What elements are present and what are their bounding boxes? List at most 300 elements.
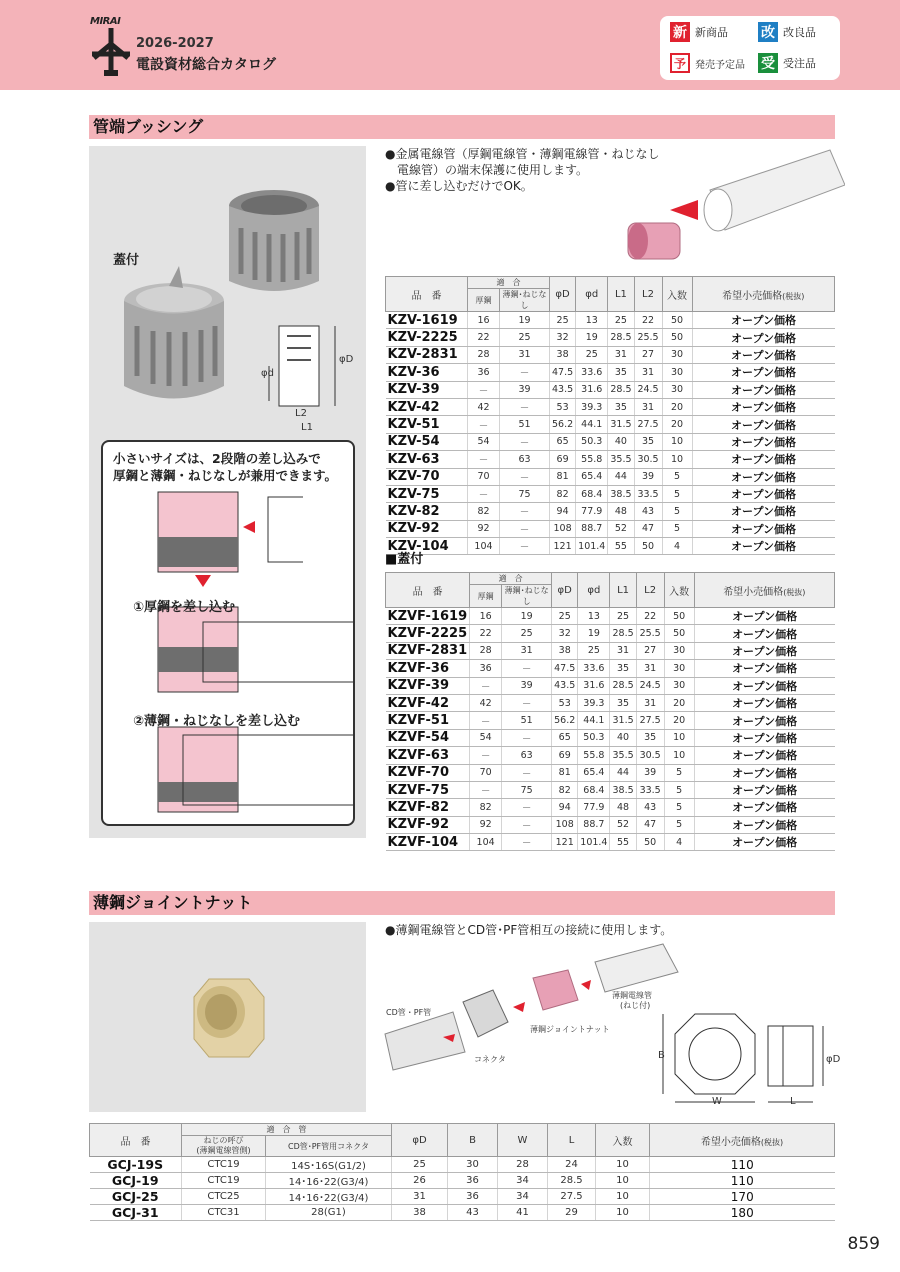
cell-qty: 20 [662, 416, 692, 433]
cell-thin: 25 [500, 329, 550, 346]
gcj-col-thread-label: ねじの呼び [203, 1136, 244, 1145]
lid-col-phiD: φD [552, 573, 578, 608]
cell-L2: 22 [636, 608, 664, 625]
cell-thick: 92 [470, 816, 502, 833]
catalog-title: 電設資材総合カタログ [136, 57, 276, 73]
cell-L2: 47 [634, 520, 662, 537]
cell-d: 33.6 [578, 660, 610, 677]
cell-code: KZV-2831 [386, 346, 468, 363]
joint-connection-diagram [383, 942, 843, 1112]
cell-d: 55.8 [576, 451, 608, 468]
cell-L2: 33.5 [634, 485, 662, 502]
gcj-col-connector: CD管･PF管用コネクタ [266, 1136, 392, 1157]
cell-L1: 44 [610, 764, 636, 781]
cell-D: 26 [392, 1173, 448, 1189]
cell-D: 94 [552, 799, 578, 816]
cell-d: 19 [578, 625, 610, 642]
cell-L: 27.5 [548, 1189, 596, 1205]
cell-L2: 27 [634, 346, 662, 363]
gcj-col-qty: 入数 [596, 1124, 650, 1157]
table-row [386, 312, 835, 329]
cell-price: オープン価格 [694, 729, 834, 746]
table-row [386, 329, 835, 346]
cell-d: 13 [578, 608, 610, 625]
bushing-product-illustration [109, 166, 359, 426]
cell-connector: 14･16･22(G3/4) [266, 1189, 392, 1205]
dim-W-label: W [712, 1096, 722, 1107]
cell-D: 65 [552, 729, 578, 746]
cell-price: オープン価格 [694, 694, 834, 711]
lid-label: 蓋付 [113, 253, 140, 268]
cell-D: 38 [550, 346, 576, 363]
table-row [386, 433, 835, 450]
cell-D: 25 [392, 1157, 448, 1173]
cell-code: KZVF-2225 [386, 625, 470, 642]
legend-order-label: 受注品 [783, 57, 816, 70]
cell-code: KZVF-75 [386, 781, 470, 798]
catalog-year: 2026-2027 [136, 36, 214, 51]
bushing-description [385, 146, 659, 194]
cell-D: 121 [552, 834, 578, 851]
cell-d: 50.3 [578, 729, 610, 746]
cell-D: 81 [552, 764, 578, 781]
product-legend [660, 16, 840, 80]
cell-thick: － [468, 451, 500, 468]
cell-L2: 35 [634, 433, 662, 450]
table-row [386, 608, 835, 625]
cell-thread: CTC19 [182, 1173, 266, 1189]
cell-code: KZVF-2831 [386, 642, 470, 659]
cell-thick: 22 [470, 625, 502, 642]
cell-D: 94 [550, 503, 576, 520]
cell-D: 56.2 [550, 416, 576, 433]
joint-nut-spec-table [89, 1123, 835, 1221]
cell-L1: 35 [610, 694, 636, 711]
cell-L1: 48 [610, 799, 636, 816]
gcj-col-price-label: 希望小売価格 [700, 1136, 761, 1148]
cell-D: 108 [552, 816, 578, 833]
cell-price: オープン価格 [692, 538, 834, 555]
cell-thread: CTC19 [182, 1157, 266, 1173]
cell-thin: 39 [500, 381, 550, 398]
cell-qty: 30 [664, 642, 694, 659]
cell-d: 65.4 [576, 468, 608, 485]
dim-phiD-label: φD [339, 354, 354, 365]
cell-thick: － [468, 416, 500, 433]
table-row [386, 468, 835, 485]
cell-thin: 51 [502, 712, 552, 729]
cell-D: 65 [550, 433, 576, 450]
cell-code: KZVF-54 [386, 729, 470, 746]
label-thin-pipe-note: (ねじ付) [620, 1001, 651, 1010]
cell-thin: 31 [502, 642, 552, 659]
cell-price: オープン価格 [694, 712, 834, 729]
cell-qty: 10 [662, 451, 692, 468]
cell-L1: 48 [608, 503, 634, 520]
cell-D: 81 [550, 468, 576, 485]
cell-thick: － [470, 747, 502, 764]
cell-L2: 30.5 [636, 747, 664, 764]
cell-qty: 10 [664, 747, 694, 764]
two-stage-insertion-callout [101, 440, 355, 826]
cell-d: 39.3 [576, 398, 608, 415]
cell-thin: － [502, 834, 552, 851]
cell-price: オープン価格 [692, 329, 834, 346]
cell-L1: 28.5 [608, 381, 634, 398]
cell-L2: 24.5 [636, 677, 664, 694]
pipe-insert-illustration [620, 145, 845, 270]
cell-thin: 19 [502, 608, 552, 625]
cell-L2: 47 [636, 816, 664, 833]
cell-L2: 31 [636, 660, 664, 677]
table-row [386, 485, 835, 502]
cell-L2: 50 [634, 538, 662, 555]
catalog-logo [86, 14, 306, 84]
cell-L1: 55 [610, 834, 636, 851]
cell-price: オープン価格 [692, 433, 834, 450]
cell-d: 68.4 [578, 781, 610, 798]
cell-price: オープン価格 [694, 660, 834, 677]
cell-L: 28.5 [548, 1173, 596, 1189]
cell-connector: 14･16･22(G3/4) [266, 1173, 392, 1189]
cell-code: GCJ-19 [90, 1173, 182, 1189]
cell-d: 25 [576, 346, 608, 363]
cell-d: 88.7 [576, 520, 608, 537]
cell-thin: － [502, 799, 552, 816]
cell-code: KZVF-82 [386, 799, 470, 816]
cell-code: KZVF-51 [386, 712, 470, 729]
cell-d: 101.4 [576, 538, 608, 555]
cell-D: 38 [392, 1205, 448, 1221]
cell-L2: 31 [634, 364, 662, 381]
cell-thin: － [502, 816, 552, 833]
cell-thin: 75 [502, 781, 552, 798]
cell-price: オープン価格 [692, 485, 834, 502]
lid-col-code: 品 番 [386, 573, 470, 608]
cell-qty: 20 [662, 398, 692, 415]
lid-bushing-spec-table [385, 572, 835, 851]
cell-qty: 10 [664, 729, 694, 746]
cell-price: 180 [650, 1205, 835, 1221]
gcj-col-fit: 適 合 管 [182, 1124, 392, 1136]
cell-D: 121 [550, 538, 576, 555]
label-thin-pipe: 薄鋼電線管 [612, 991, 652, 1000]
cell-price: オープン価格 [694, 747, 834, 764]
cell-thick: 16 [468, 312, 500, 329]
cell-thick: 104 [470, 834, 502, 851]
lid-col-phid: φd [578, 573, 610, 608]
cell-connector: 14S･16S(G1/2) [266, 1157, 392, 1173]
cell-qty: 5 [664, 816, 694, 833]
lid-col-L1: L1 [610, 573, 636, 608]
cell-qty: 5 [664, 781, 694, 798]
cell-thin: － [500, 364, 550, 381]
cell-qty: 50 [662, 312, 692, 329]
cell-L1: 35 [610, 660, 636, 677]
joint-nut-table-body [90, 1157, 835, 1221]
cell-L1: 38.5 [608, 485, 634, 502]
cell-D: 43.5 [552, 677, 578, 694]
cell-L2: 39 [634, 468, 662, 485]
planned-badge-icon: 予 [670, 53, 690, 73]
cell-L1: 44 [608, 468, 634, 485]
table-row [386, 816, 835, 833]
cell-code: GCJ-25 [90, 1189, 182, 1205]
lid-col-thick: 厚鋼 [470, 585, 502, 608]
table-row [90, 1157, 835, 1173]
joint-nut-description: ●薄鋼電線管とCD管･PF管相互の接続に使用します。 [385, 923, 673, 937]
cell-B: 36 [448, 1173, 498, 1189]
cell-price: オープン価格 [694, 799, 834, 816]
legend-planned-label: 発売予定品 [695, 59, 745, 71]
cell-qty: 30 [662, 381, 692, 398]
cell-qty: 30 [662, 364, 692, 381]
cell-L2: 33.5 [636, 781, 664, 798]
cell-thick: 82 [470, 799, 502, 816]
cell-code: KZV-63 [386, 451, 468, 468]
gcj-col-L: L [548, 1124, 596, 1157]
cell-connector: 28(G1) [266, 1205, 392, 1221]
cell-thin: － [500, 538, 550, 555]
table-row [386, 747, 835, 764]
cell-qty: 10 [662, 433, 692, 450]
cell-L2: 24.5 [634, 381, 662, 398]
cell-qty: 30 [664, 677, 694, 694]
cell-thin: － [500, 433, 550, 450]
table-row [90, 1189, 835, 1205]
cell-qty: 30 [662, 346, 692, 363]
cell-d: 13 [576, 312, 608, 329]
joint-nut-image-panel [89, 922, 366, 1112]
cell-qty: 5 [662, 520, 692, 537]
lid-col-price-label: 希望小売価格 [723, 586, 784, 598]
dim-L-label: L [790, 1096, 796, 1107]
cell-D: 47.5 [552, 660, 578, 677]
cell-d: 101.4 [578, 834, 610, 851]
cell-thin: － [500, 503, 550, 520]
cell-D: 56.2 [552, 712, 578, 729]
cell-L2: 39 [636, 764, 664, 781]
cell-L1: 52 [608, 520, 634, 537]
step-1-label: ①厚鋼を差し込む [133, 600, 236, 615]
cell-d: 68.4 [576, 485, 608, 502]
cell-thick: 104 [468, 538, 500, 555]
cell-thin: 75 [500, 485, 550, 502]
cell-thin: 63 [500, 451, 550, 468]
cell-d: 77.9 [578, 799, 610, 816]
cell-L1: 52 [610, 816, 636, 833]
cell-W: 28 [498, 1157, 548, 1173]
cell-thread: CTC25 [182, 1189, 266, 1205]
cell-D: 25 [550, 312, 576, 329]
cell-price: オープン価格 [694, 608, 834, 625]
col-qty: 入数 [662, 277, 692, 312]
col-price-label: 希望小売価格 [722, 290, 783, 302]
cell-thick: 36 [470, 660, 502, 677]
cell-code: KZV-39 [386, 381, 468, 398]
gcj-col-W: W [498, 1124, 548, 1157]
lid-col-L2: L2 [636, 573, 664, 608]
cell-price: オープン価格 [692, 381, 834, 398]
col-L1: L1 [608, 277, 634, 312]
cell-code: GCJ-19S [90, 1157, 182, 1173]
dim-L2-label: L2 [295, 408, 307, 419]
cell-D: 31 [392, 1189, 448, 1205]
gcj-col-phiD: φD [392, 1124, 448, 1157]
desc-line-1: ●金属電線管（厚鋼電線管・薄鋼電線管・ねじなし [385, 147, 660, 161]
joint-nut-illustration [179, 967, 279, 1067]
cell-d: 55.8 [578, 747, 610, 764]
lid-table-body [386, 608, 835, 851]
cell-qty: 5 [662, 468, 692, 485]
cell-thick: 70 [470, 764, 502, 781]
cell-L1: 35.5 [610, 747, 636, 764]
cell-price: 110 [650, 1173, 835, 1189]
cell-thick: 28 [470, 642, 502, 659]
cell-price: オープン価格 [694, 834, 834, 851]
cell-W: 34 [498, 1189, 548, 1205]
cell-price: 110 [650, 1157, 835, 1173]
table-row [386, 712, 835, 729]
cell-code: KZV-104 [386, 538, 468, 555]
cell-L1: 25 [608, 312, 634, 329]
col-phiD: φD [550, 277, 576, 312]
cell-price: オープン価格 [692, 364, 834, 381]
col-L2: L2 [634, 277, 662, 312]
cell-qty: 10 [596, 1205, 650, 1221]
cell-B: 30 [448, 1157, 498, 1173]
section-title-bushing: 管端ブッシング [89, 115, 835, 139]
dim-phid-label: φd [261, 368, 274, 379]
cell-L: 29 [548, 1205, 596, 1221]
brand-text: MIRAI [90, 16, 121, 27]
legend-improved-label: 改良品 [783, 26, 816, 39]
cell-L1: 31.5 [608, 416, 634, 433]
bushing-spec-table [385, 276, 835, 555]
cell-L2: 43 [634, 503, 662, 520]
cell-code: KZVF-42 [386, 694, 470, 711]
cell-code: KZV-2225 [386, 329, 468, 346]
cell-thick: 22 [468, 329, 500, 346]
cell-qty: 20 [664, 694, 694, 711]
cell-W: 34 [498, 1173, 548, 1189]
cell-thick: 16 [470, 608, 502, 625]
cell-code: KZV-51 [386, 416, 468, 433]
gcj-col-B: B [448, 1124, 498, 1157]
cell-L2: 27.5 [634, 416, 662, 433]
table-row [386, 416, 835, 433]
cell-qty: 5 [664, 799, 694, 816]
cell-D: 69 [550, 451, 576, 468]
cell-code: KZV-92 [386, 520, 468, 537]
cell-code: GCJ-31 [90, 1205, 182, 1221]
col-thin: 薄鋼･ねじなし [500, 289, 550, 312]
cell-price: オープン価格 [692, 520, 834, 537]
table-row [386, 677, 835, 694]
cell-thin: － [502, 764, 552, 781]
table-row [386, 781, 835, 798]
cell-thick: 92 [468, 520, 500, 537]
cell-thick: 42 [468, 398, 500, 415]
cell-D: 43.5 [550, 381, 576, 398]
cell-L1: 28.5 [610, 625, 636, 642]
cell-code: KZVF-70 [386, 764, 470, 781]
table-row [386, 381, 835, 398]
cell-D: 69 [552, 747, 578, 764]
cell-price: オープン価格 [692, 398, 834, 415]
cell-thin: 39 [502, 677, 552, 694]
cell-d: 77.9 [576, 503, 608, 520]
legend-new [670, 22, 728, 42]
desc-line-2: 電線管）の端末保護に使用します。 [397, 163, 589, 177]
cell-L2: 27 [636, 642, 664, 659]
new-badge-icon: 新 [670, 22, 690, 42]
cell-code: KZV-1619 [386, 312, 468, 329]
cell-d: 25 [578, 642, 610, 659]
dim-B-label: B [658, 1050, 665, 1061]
improved-badge-icon: 改 [758, 22, 778, 42]
table-row [386, 398, 835, 415]
cell-d: 31.6 [576, 381, 608, 398]
cell-price: オープン価格 [694, 781, 834, 798]
cell-L1: 35 [608, 398, 634, 415]
cell-L2: 25.5 [636, 625, 664, 642]
cell-L1: 40 [610, 729, 636, 746]
cell-qty: 10 [596, 1173, 650, 1189]
cell-L1: 31.5 [610, 712, 636, 729]
page-number: 859 [847, 1234, 880, 1254]
table-row [386, 694, 835, 711]
legend-new-label: 新商品 [695, 26, 728, 39]
callout-line-2: 厚鋼と薄鋼・ねじなしが兼用できます。 [113, 468, 338, 483]
table-row [386, 364, 835, 381]
col-thick: 厚鋼 [468, 289, 500, 312]
cell-price: オープン価格 [692, 312, 834, 329]
cell-L2: 25.5 [634, 329, 662, 346]
lid-col-price [694, 573, 834, 608]
legend-planned [670, 53, 745, 73]
cell-code: KZVF-92 [386, 816, 470, 833]
cell-code: KZV-75 [386, 485, 468, 502]
cell-thick: － [470, 712, 502, 729]
insertion-diagram [103, 487, 353, 827]
cell-L1: 35.5 [608, 451, 634, 468]
cell-price: オープン価格 [692, 416, 834, 433]
cell-L1: 25 [610, 608, 636, 625]
legend-order [758, 53, 816, 73]
cell-thick: － [468, 485, 500, 502]
cell-L1: 31 [608, 346, 634, 363]
section-title-joint-nut: 薄鋼ジョイントナット [89, 891, 835, 915]
desc-line-3: ●管に差し込むだけでOK。 [385, 179, 533, 193]
table-row [386, 660, 835, 677]
cell-price: オープン価格 [694, 642, 834, 659]
cell-d: 31.6 [578, 677, 610, 694]
cell-B: 36 [448, 1189, 498, 1205]
table-row [90, 1173, 835, 1189]
cell-code: KZVF-39 [386, 677, 470, 694]
cell-price: オープン価格 [692, 503, 834, 520]
legend-improved [758, 22, 816, 42]
table-row [386, 520, 835, 537]
cell-L2: 35 [636, 729, 664, 746]
cell-L2: 31 [636, 694, 664, 711]
cell-L1: 55 [608, 538, 634, 555]
table-row [386, 451, 835, 468]
cell-thick: 54 [470, 729, 502, 746]
cell-qty: 5 [662, 503, 692, 520]
lid-col-fit: 適 合 [470, 573, 552, 585]
